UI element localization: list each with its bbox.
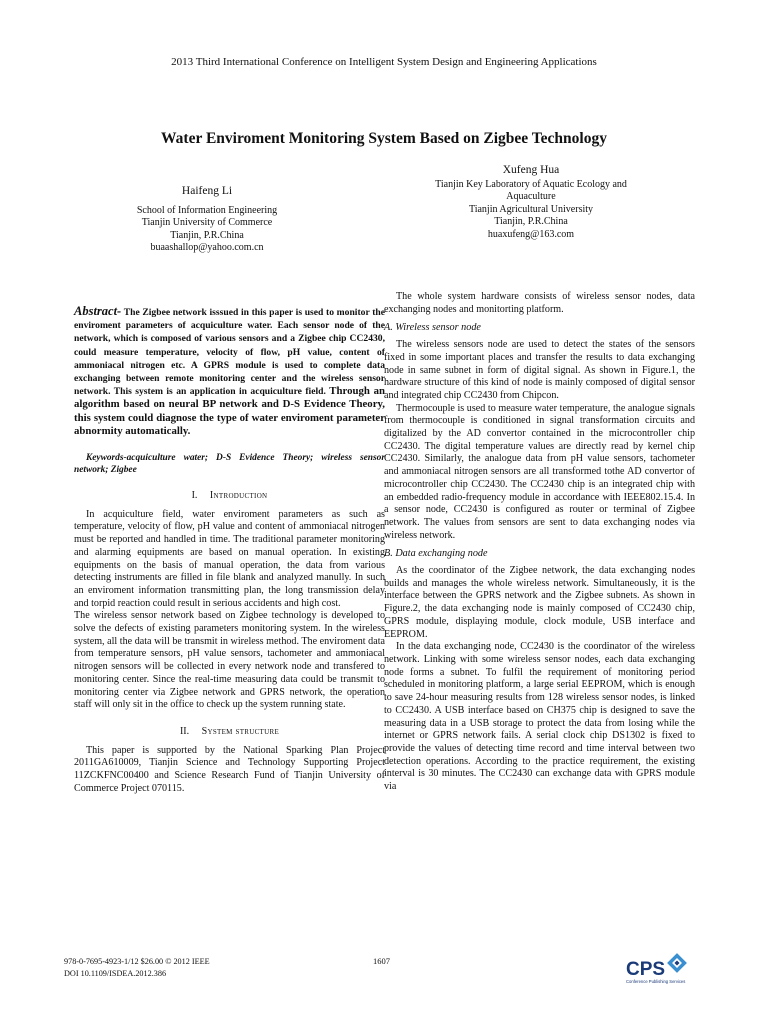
author-affiliation-line: Tianjin University of Commerce xyxy=(141,217,273,228)
page-number: 1607 xyxy=(373,956,390,966)
author-affiliation-line: Tianjin Agricultural University xyxy=(468,203,594,215)
author-affiliation-line: School of Information Engineering xyxy=(136,204,278,216)
keywords: Keywords-acquiculture water; D-S Evidence Theory; wireless sensor network; Zigbee xyxy=(74,453,385,476)
abstract xyxy=(74,305,385,438)
author-affiliation-line: Tianjin, P.R.China xyxy=(494,216,568,227)
author-email: huaxufeng@163.com xyxy=(487,228,575,240)
author-email: buaashallop@yahoo.com.cn xyxy=(150,242,264,253)
author-name: Haifeng Li xyxy=(181,185,233,197)
author-affiliation-line: Aquaculture xyxy=(506,191,556,202)
paragraph: The whole system hardware consists of wireless sensor nodes, data exchanging nodes and monitorting platform. xyxy=(384,291,695,315)
paragraph: The wireless sensors node are used to detect the states of the sensors fixed in some important places and transfer the results to data exchanging node in same subnet in form of digital signal. As shown in Figure.1, the hardware structure of this kind of node is mainly composed of digital sensor and integrated chip CC2430 from Chipcon. xyxy=(384,339,695,401)
paper-title: Water Enviroment Monitoring System Based on Zigbee Technology xyxy=(161,130,607,147)
section-title: System structure xyxy=(201,725,280,737)
section-heading-system-structure xyxy=(74,726,385,739)
paragraph: In acquiculture field, water enviroment parameters as such as temperature, velocity of flow, pH value and content of ammoniacal nitrogen must be reported and handled in time. The traditional parameter monitoring and alarming equipments are based on manual operation. In existing equipments on the basis of manual operation, the data from various detecting instruments are filled in file blank and analyzed manully. In such an enviroment information transmitting plan, the long transmission delay and torpid reaction could result in serious accidents and high cost. xyxy=(74,508,385,609)
footer-isbn: 978-0-7695-4923-1/12 $26.00 © 2012 IEEE xyxy=(64,957,210,966)
footer-doi: DOI 10.1109/ISDEA.2012.386 xyxy=(64,969,167,978)
funding-note: This paper is supported by the National Sparking Plan Project 2011GA610009, Tianjin Science and Technology Supporting Project 11ZCKFNC00400 and Science Research Fund of Tianjin University of Commerce Project 070115. xyxy=(74,744,385,794)
author-name: Xufeng Hua xyxy=(502,164,560,176)
footer-publication-info xyxy=(64,956,210,980)
paragraph: Thermocouple is used to measure water temperature, the analogue signals from thermocouple is conditioned in signal transformation circuits and digitalized by the AD convertor contained in the microcontroller chip CC2430. The digital temperature values are directly read by kernel chip CC2430. Similarly, the analogue data from pH value sensors, tachometer and ammoniacal nitrogen sensors are all transformed tothe AD convertor of microcontroller chip CC2430. The CC2430 chip is an integrated chip with an embedded radio-frequency module in accordance with IEEE802.15.4. In a sensor node, CC2430 is configured as router or terminal of Zigbee network. The values from sensors are sent to data exchanging nodes via wireless network. xyxy=(384,402,695,541)
cps-logo-text: CPS xyxy=(626,959,666,980)
conference-header: 2013 Third International Conference on Intelligent System Design and Engineering Applications xyxy=(171,56,597,68)
paragraph: In the data exchanging node, CC2430 is the coordinator of the wireless network. Linking with some wireless sensor nodes, each data exchanging node forms a subnet. To fulfil the requirement of monitoring period scheduled in monitoring platform, a large serial EEPROM, which is enough to save 24-hour measuring results from 128 wireless sensor nodes, is linked to CC2430. A USB interface based on CH375 chip is designed to save the measuring data in a USB storage to protect the data from losing while the internet or GPRS network fails. A serial clock chip DS1302 is fixed to provide the values of detecting time record and time interval between two detection operations. According to the practice requirement, the existing interval is 30 minutes. The CC2430 can exchange data with GPRS module via xyxy=(384,641,695,793)
section-title: Introduction xyxy=(209,490,268,502)
author-block-right xyxy=(400,164,662,241)
section-number: II. xyxy=(179,725,190,737)
author-affiliation-line: Tianjin, P.R.China xyxy=(170,229,244,241)
paragraph: As the coordinator of the Zigbee network, the data exchanging nodes builds and manages the whole wireless network. Simultaneously, it is the interface between the GPRS network and the Zigbee subnets. As shown in Figure.2, the data exchanging node is mainly composed of CC2430 chip, GPRS module, displaying module, clock module, USB interface and EEPROM. xyxy=(384,565,695,640)
section-number: I. xyxy=(191,490,198,502)
abstract-text-emphasis: Through an algorithm based on neural BP network and D-S Evidence Theory, this system could diagnose the type of water enviroment parameter abnormity automatically. xyxy=(74,385,385,437)
author-block-left xyxy=(98,185,316,255)
paragraph: The wireless sensor network based on Zigbee technology is developed to solve the defects of existing parameters monitoring system. In the wireless system, all the data will be transmit in wireless method. The enviroment data from temperature sensors, pH value sensors, tachometer and ammoniacal nitrogen sensors will be collected in every network node and transfered to monitoring center. Since the real-time measuring data could be transmit to monitoring center via Zigbee network and GPRS network, the operation staff will only sit in the office to check up the system running state. xyxy=(74,610,385,711)
author-affiliation-line: Tianjin Key Laboratory of Aquatic Ecology and xyxy=(435,178,627,190)
right-column xyxy=(384,291,695,794)
subsection-heading-data-exchanging-node: B. Data exchanging node xyxy=(384,548,488,560)
section-heading-introduction xyxy=(74,490,385,503)
cps-logo xyxy=(620,948,700,988)
left-column xyxy=(74,305,385,796)
cps-logo-subtext: Conference Publishing Services xyxy=(626,979,686,984)
abstract-label: Abstract- xyxy=(74,304,122,318)
subsection-heading-wireless-sensor-node: A. Wireless sensor node xyxy=(384,322,481,334)
abstract-text: The Zigbee network isssued in this paper is used to monitor the enviroment parameters of acquiculture water. Each sensor node of the network, which is composed of various sensors and a Zigbee chip CC2430, could measure temperature, velocity of flow, pH value, content of ammoniacal nitrogen etc. A GPRS module is used to complete data exchanging between remote monitoring center and the wireless sensor network. This system is an application in acquiculture field. xyxy=(74,307,385,398)
cps-diamond-icon xyxy=(667,953,687,973)
